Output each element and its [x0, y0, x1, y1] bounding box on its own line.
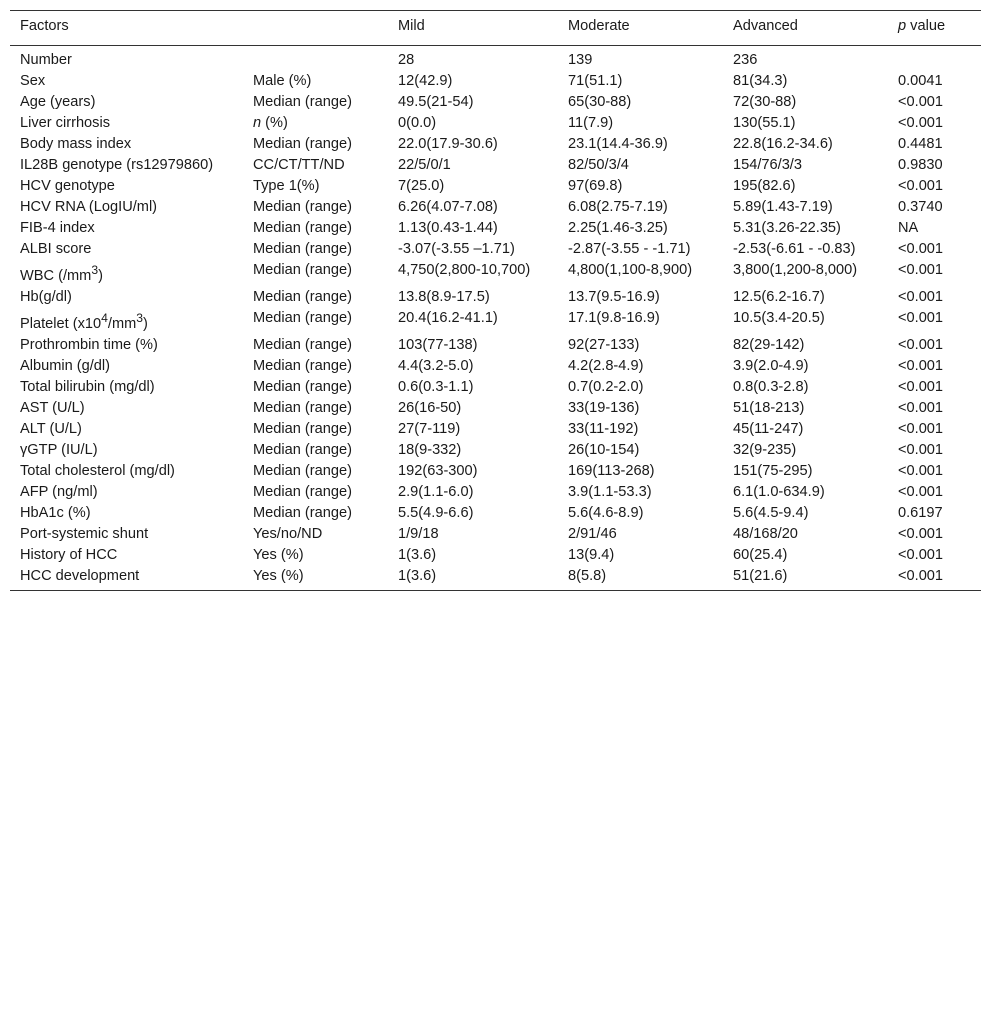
- cell-p-value: <0.001: [888, 566, 981, 591]
- cell-p-value: [888, 46, 981, 72]
- cell-p-value: <0.001: [898, 288, 944, 305]
- table-row: [10, 461, 981, 482]
- table-row: [10, 419, 981, 440]
- cell-advanced: 5.31(3.26-22.35): [733, 220, 841, 236]
- cell-factor: HbA1c (%): [20, 504, 91, 521]
- cell-advanced: 45(11-247): [733, 420, 804, 437]
- cell-advanced: 82(29-142): [733, 336, 805, 353]
- cell-moderate: 139: [568, 52, 593, 68]
- cell-factor: Prothrombin time (%): [20, 336, 158, 353]
- header-mild: Mild: [388, 11, 558, 46]
- cell-subcategory: Yes (%): [253, 546, 304, 563]
- table-row: [10, 440, 981, 461]
- cell-p-value: <0.001: [898, 115, 944, 131]
- cell-subcategory: Median (range): [253, 309, 352, 326]
- cell-mild: -3.07(-3.55 –1.71): [398, 241, 515, 257]
- cell-mild: 1(3.6): [388, 566, 558, 591]
- cell-mild: 26(16-50): [398, 399, 462, 416]
- cell-subcategory: Type 1(%): [253, 178, 320, 194]
- cell-moderate: 71(51.1): [568, 73, 623, 89]
- table-row: [10, 503, 981, 524]
- cell-advanced: 51(21.6): [723, 566, 888, 591]
- table-row: [10, 398, 981, 419]
- cell-moderate: 92(27-133): [568, 336, 640, 353]
- cell-p-value: <0.001: [898, 525, 944, 542]
- cell-p-value: 0.6197: [898, 504, 943, 521]
- table-row: [10, 113, 981, 134]
- cell-factor: FIB-4 index: [20, 220, 95, 236]
- cell-factor: [10, 308, 243, 335]
- cell-p-value: 0.0041: [898, 73, 943, 89]
- cell-factor: Port-systemic shunt: [20, 525, 149, 542]
- cell-subcategory: Yes (%): [243, 566, 388, 591]
- cell-mild: 2.9(1.1-6.0): [398, 483, 474, 500]
- cell-advanced: 236: [733, 52, 758, 68]
- cell-p-value: <0.001: [898, 546, 944, 563]
- cell-p-value: 0.4481: [898, 136, 943, 152]
- cell-p-value: 0.3740: [898, 199, 943, 215]
- cell-factor: Hb(g/dl): [20, 288, 72, 305]
- cell-p-value: <0.001: [898, 94, 944, 110]
- cell-mild: 28: [398, 52, 415, 68]
- table-row: [10, 524, 981, 545]
- cell-advanced: 3.9(2.0-4.9): [733, 357, 809, 374]
- cell-advanced: 6.1(1.0-634.9): [733, 483, 825, 500]
- table-row: [10, 239, 981, 260]
- cell-mild: 1.13(0.43-1.44): [398, 220, 498, 236]
- cell-subcategory: Median (range): [253, 441, 352, 458]
- table-row: [10, 218, 981, 239]
- cell-factor: γGTP (IU/L): [20, 441, 98, 458]
- cell-moderate: 0.7(0.2-2.0): [568, 378, 644, 395]
- cell-factor: IL28B genotype (rs12979860): [20, 157, 214, 173]
- cell-p-value: <0.001: [898, 178, 944, 194]
- header-subcategory: [243, 11, 388, 46]
- header-factors: Factors: [10, 11, 243, 46]
- table-row: [10, 197, 981, 218]
- cell-advanced: -2.53(-6.61 - -0.83): [733, 241, 856, 257]
- cell-mild: 12(42.9): [398, 73, 453, 89]
- table-row: [10, 155, 981, 176]
- cell-advanced: 5.89(1.43-7.19): [733, 199, 833, 215]
- cell-moderate: 4,800(1,100-8,900): [568, 262, 693, 278]
- table-row: [10, 176, 981, 197]
- cell-subcategory: Median (range): [253, 336, 352, 353]
- cell-mild: 1(3.6): [398, 546, 437, 563]
- cell-factor: ALBI score: [20, 241, 92, 257]
- cell-p-value: <0.001: [898, 357, 944, 374]
- table-row: [10, 260, 981, 287]
- cell-factor: Liver cirrhosis: [20, 115, 111, 131]
- cell-moderate: 13(9.4): [568, 546, 615, 563]
- table-row: [10, 335, 981, 356]
- cell-mild: 27(7-119): [398, 420, 461, 437]
- cell-moderate: 169(113-268): [568, 462, 655, 479]
- cell-mild: 4.4(3.2-5.0): [398, 357, 474, 374]
- cell-subcategory: CC/CT/TT/ND: [253, 157, 345, 173]
- cell-subcategory: Median (range): [253, 504, 352, 521]
- cell-p-value: <0.001: [898, 378, 944, 395]
- cell-p-value: <0.001: [898, 483, 944, 500]
- cell-p-value: <0.001: [898, 441, 944, 458]
- table-row: [10, 566, 981, 591]
- cell-p-value: <0.001: [898, 462, 944, 479]
- cell-moderate: 5.6(4.6-8.9): [568, 504, 644, 521]
- cell-advanced: 60(25.4): [733, 546, 788, 563]
- cell-advanced: 32(9-235): [733, 441, 797, 458]
- cell-advanced: 72(30-88): [733, 94, 797, 110]
- cell-mild: 4,750(2,800-10,700): [398, 262, 531, 278]
- cell-p-value: 0.9830: [898, 157, 943, 173]
- cell-mild: 7(25.0): [398, 178, 445, 194]
- cell-mild: 6.26(4.07-7.08): [398, 199, 498, 215]
- cell-advanced: 195(82.6): [733, 178, 796, 194]
- cell-factor: ALT (U/L): [20, 420, 82, 437]
- cell-factor: Total bilirubin (mg/dl): [20, 378, 155, 395]
- cell-advanced: 151(75-295): [733, 462, 813, 479]
- cell-mild: 18(9-332): [398, 441, 462, 458]
- cell-p-value: <0.001: [898, 336, 944, 353]
- cell-advanced: 5.6(4.5-9.4): [733, 504, 809, 521]
- cell-moderate: 33(19-136): [568, 399, 640, 416]
- cell-moderate: 3.9(1.1-53.3): [568, 483, 652, 500]
- factor-superscript: 3: [136, 310, 144, 325]
- cell-mild: 49.5(21-54): [398, 94, 474, 110]
- cell-moderate: -2.87(-3.55 - -1.71): [568, 241, 691, 257]
- cell-factor: AFP (ng/ml): [20, 483, 98, 500]
- factor-text: /mm: [107, 315, 137, 332]
- cell-subcategory: Median (range): [253, 136, 352, 152]
- table-row: [10, 356, 981, 377]
- header-p-value: [888, 11, 981, 46]
- cell-factor: Age (years): [20, 94, 96, 110]
- cell-subcategory: Median (range): [253, 462, 352, 479]
- cell-p-value: <0.001: [898, 309, 944, 326]
- cell-p-value: <0.001: [898, 420, 944, 437]
- cell-advanced: 51(18-213): [733, 399, 805, 416]
- table-row: [10, 46, 981, 72]
- header-advanced: Advanced: [723, 11, 888, 46]
- cell-subcategory: Median (range): [253, 357, 352, 374]
- cell-advanced: 154/76/3/3: [733, 157, 802, 173]
- cell-subcategory: Median (range): [253, 262, 352, 278]
- cell-subcategory: Median (range): [253, 288, 352, 305]
- cell-factor: AST (U/L): [20, 399, 85, 416]
- factor-text: ): [98, 267, 103, 284]
- cell-subcategory: Median (range): [253, 378, 352, 395]
- cell-advanced: 3,800(1,200-8,000): [733, 262, 858, 278]
- subcategory-text: (%): [261, 115, 288, 131]
- cell-subcategory: Yes/no/ND: [253, 525, 323, 542]
- subcategory-italic: n: [253, 115, 262, 131]
- cell-moderate: 82/50/3/4: [568, 157, 629, 173]
- cell-mild: 0(0.0): [398, 115, 437, 131]
- cell-advanced: 81(34.3): [733, 73, 788, 89]
- cell-mild: 192(63-300): [398, 462, 478, 479]
- table-row: [10, 545, 981, 566]
- table-row: [10, 92, 981, 113]
- cell-p-value: <0.001: [898, 399, 944, 416]
- cell-mild: 22/5/0/1: [398, 157, 451, 173]
- cell-moderate: 6.08(2.75-7.19): [568, 199, 668, 215]
- cell-moderate: 23.1(14.4-36.9): [568, 136, 668, 152]
- factor-text: Platelet (x10: [20, 315, 102, 332]
- cell-moderate: 17.1(9.8-16.9): [568, 309, 660, 326]
- data-table: [10, 10, 981, 591]
- cell-subcategory: Median (range): [253, 94, 352, 110]
- cell-advanced: 48/168/20: [733, 525, 798, 542]
- factor-superscript: 3: [91, 263, 99, 277]
- cell-mild: 22.0(17.9-30.6): [398, 136, 498, 152]
- cell-factor: Sex: [20, 73, 46, 89]
- cell-p-value: <0.001: [898, 241, 944, 257]
- cell-mild: 13.8(8.9-17.5): [398, 288, 490, 305]
- cell-factor: Total cholesterol (mg/dl): [20, 462, 175, 479]
- cell-mild: 5.5(4.9-6.6): [398, 504, 474, 521]
- cell-moderate: 11(7.9): [568, 115, 614, 131]
- cell-factor: [10, 260, 243, 287]
- cell-advanced: 0.8(0.3-2.8): [733, 378, 809, 395]
- cell-factor: Albumin (g/dl): [20, 357, 111, 374]
- cell-moderate: 8(5.8): [558, 566, 723, 591]
- cell-subcategory: Median (range): [253, 399, 352, 416]
- table-row: [10, 71, 981, 92]
- cell-moderate: 26(10-154): [568, 441, 640, 458]
- cell-mild: 1/9/18: [398, 525, 439, 542]
- cell-subcategory: Median (range): [253, 241, 352, 257]
- header-p-rest: value: [906, 18, 946, 34]
- cell-p-value: <0.001: [898, 262, 944, 278]
- table-row: [10, 287, 981, 308]
- cell-moderate: 13.7(9.5-16.9): [568, 288, 660, 305]
- header-moderate: Moderate: [558, 11, 723, 46]
- cell-advanced: 10.5(3.4-20.5): [733, 309, 825, 326]
- cell-subcategory: Male (%): [253, 73, 312, 89]
- cell-moderate: 4.2(2.8-4.9): [568, 357, 644, 374]
- cell-moderate: 33(11-192): [568, 420, 639, 437]
- cell-p-value: NA: [898, 220, 919, 236]
- cell-subcategory: [243, 113, 388, 134]
- cell-mild: 20.4(16.2-41.1): [398, 309, 498, 326]
- table-body: [10, 46, 981, 591]
- cell-advanced: 22.8(16.2-34.6): [733, 136, 833, 152]
- cell-factor: History of HCC: [20, 546, 118, 563]
- cell-subcategory: Median (range): [253, 220, 352, 236]
- header-p-italic: p: [898, 18, 907, 34]
- cell-mild: 103(77-138): [398, 336, 478, 353]
- factor-text: WBC (/mm: [20, 267, 92, 284]
- table-row: [10, 134, 981, 155]
- table-row: [10, 482, 981, 503]
- cell-factor: HCV genotype: [20, 178, 115, 194]
- cell-moderate: 65(30-88): [568, 94, 632, 110]
- cell-subcategory: [243, 46, 388, 72]
- table-row: [10, 308, 981, 335]
- cell-moderate: 2/91/46: [568, 525, 617, 542]
- cell-factor: Body mass index: [20, 136, 132, 152]
- factor-text: ): [143, 315, 148, 332]
- cell-advanced: 12.5(6.2-16.7): [733, 288, 825, 305]
- cell-factor: HCV RNA (LogIU/ml): [20, 199, 158, 215]
- cell-subcategory: Median (range): [253, 483, 352, 500]
- cell-subcategory: Median (range): [253, 199, 352, 215]
- cell-subcategory: Median (range): [253, 420, 352, 437]
- cell-factor: Number: [20, 52, 72, 68]
- cell-factor: HCC development: [10, 566, 243, 591]
- cell-advanced: 130(55.1): [733, 115, 796, 131]
- cell-moderate: 2.25(1.46-3.25): [568, 220, 668, 236]
- cell-mild: 0.6(0.3-1.1): [398, 378, 474, 395]
- table-row: [10, 377, 981, 398]
- table-header: [10, 11, 981, 46]
- factor-superscript: 4: [101, 310, 108, 325]
- cell-moderate: 97(69.8): [568, 178, 623, 194]
